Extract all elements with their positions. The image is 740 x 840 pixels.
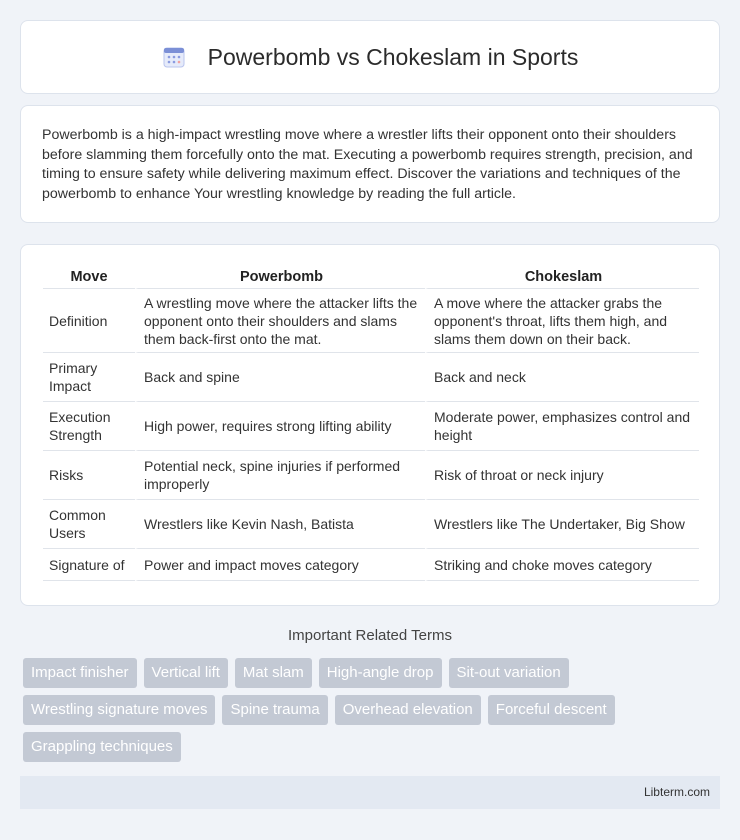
powerbomb-cell: Back and spine	[135, 353, 425, 402]
chokeslam-cell: Wrestlers like The Undertaker, Big Show	[425, 500, 699, 549]
row-label: Definition	[43, 289, 135, 353]
powerbomb-cell: A wrestling move where the attacker lifts the opponent onto their shoulders and slams them back-first onto the mat.	[135, 289, 425, 353]
powerbomb-cell: High power, requires strong lifting ability	[135, 402, 425, 451]
row-label: Signature of	[43, 549, 135, 581]
table-row	[43, 289, 699, 353]
related-terms-tags	[23, 658, 723, 762]
chokeslam-cell: Risk of throat or neck injury	[425, 451, 699, 500]
tag-overhead-elevation[interactable]: Overhead elevation	[335, 695, 481, 725]
intro-text: Powerbomb is a high-impact wrestling move where a wrestler lifts their opponent onto their shoulders before slamming them forcefully onto the mat. Executing a powerbomb requires strength, precision, and timing to ensure safety while delivering maximum effect. Discover the variations and techniques of the powerbomb to enhance Your wrestling knowledge by reading the full article.	[42, 127, 693, 202]
tag-grappling-techniques[interactable]: Grappling techniques	[23, 732, 181, 762]
table-row	[43, 353, 699, 402]
comparison-table-card	[20, 244, 720, 606]
tag-sit-out-variation[interactable]: Sit-out variation	[449, 658, 569, 688]
tag-impact-finisher[interactable]: Impact finisher	[23, 658, 137, 688]
row-label: Common Users	[43, 500, 135, 549]
related-terms-title: Important Related Terms	[288, 627, 452, 644]
row-label: Primary Impact	[43, 353, 135, 402]
table-row	[43, 549, 699, 581]
row-label: Risks	[43, 451, 135, 500]
header-card	[20, 20, 720, 94]
table-row	[43, 451, 699, 500]
header-move: Move	[43, 267, 135, 289]
table-header-row	[43, 267, 699, 289]
chokeslam-cell: A move where the attacker grabs the opponent's throat, lifts them high, and slams them down on their back.	[425, 289, 699, 353]
footer	[20, 776, 720, 809]
tag-mat-slam[interactable]: Mat slam	[235, 658, 312, 688]
tag-high-angle-drop[interactable]: High-angle drop	[319, 658, 442, 688]
tag-spine-trauma[interactable]: Spine trauma	[222, 695, 327, 725]
chokeslam-cell: Striking and choke moves category	[425, 549, 699, 581]
tag-vertical-lift[interactable]: Vertical lift	[144, 658, 228, 688]
page-title: Powerbomb vs Chokeslam in Sports	[207, 43, 579, 70]
chokeslam-cell: Moderate power, emphasizes control and height	[425, 402, 699, 451]
powerbomb-cell: Potential neck, spine injuries if performed improperly	[135, 451, 425, 500]
header-chokeslam: Chokeslam	[425, 267, 699, 289]
footer-site-link[interactable]: Libterm.com	[643, 785, 710, 799]
table-row	[43, 500, 699, 549]
intro-card	[20, 105, 720, 223]
tag-wrestling-signature-moves[interactable]: Wrestling signature moves	[23, 695, 215, 725]
comparison-table	[43, 267, 699, 581]
table-row	[43, 402, 699, 451]
row-label: Execution Strength	[43, 402, 135, 451]
powerbomb-cell: Power and impact moves category	[135, 549, 425, 581]
header-powerbomb: Powerbomb	[135, 267, 425, 289]
powerbomb-cell: Wrestlers like Kevin Nash, Batista	[135, 500, 425, 549]
chokeslam-cell: Back and neck	[425, 353, 699, 402]
calendar-icon	[162, 45, 186, 69]
tag-forceful-descent[interactable]: Forceful descent	[488, 695, 615, 725]
